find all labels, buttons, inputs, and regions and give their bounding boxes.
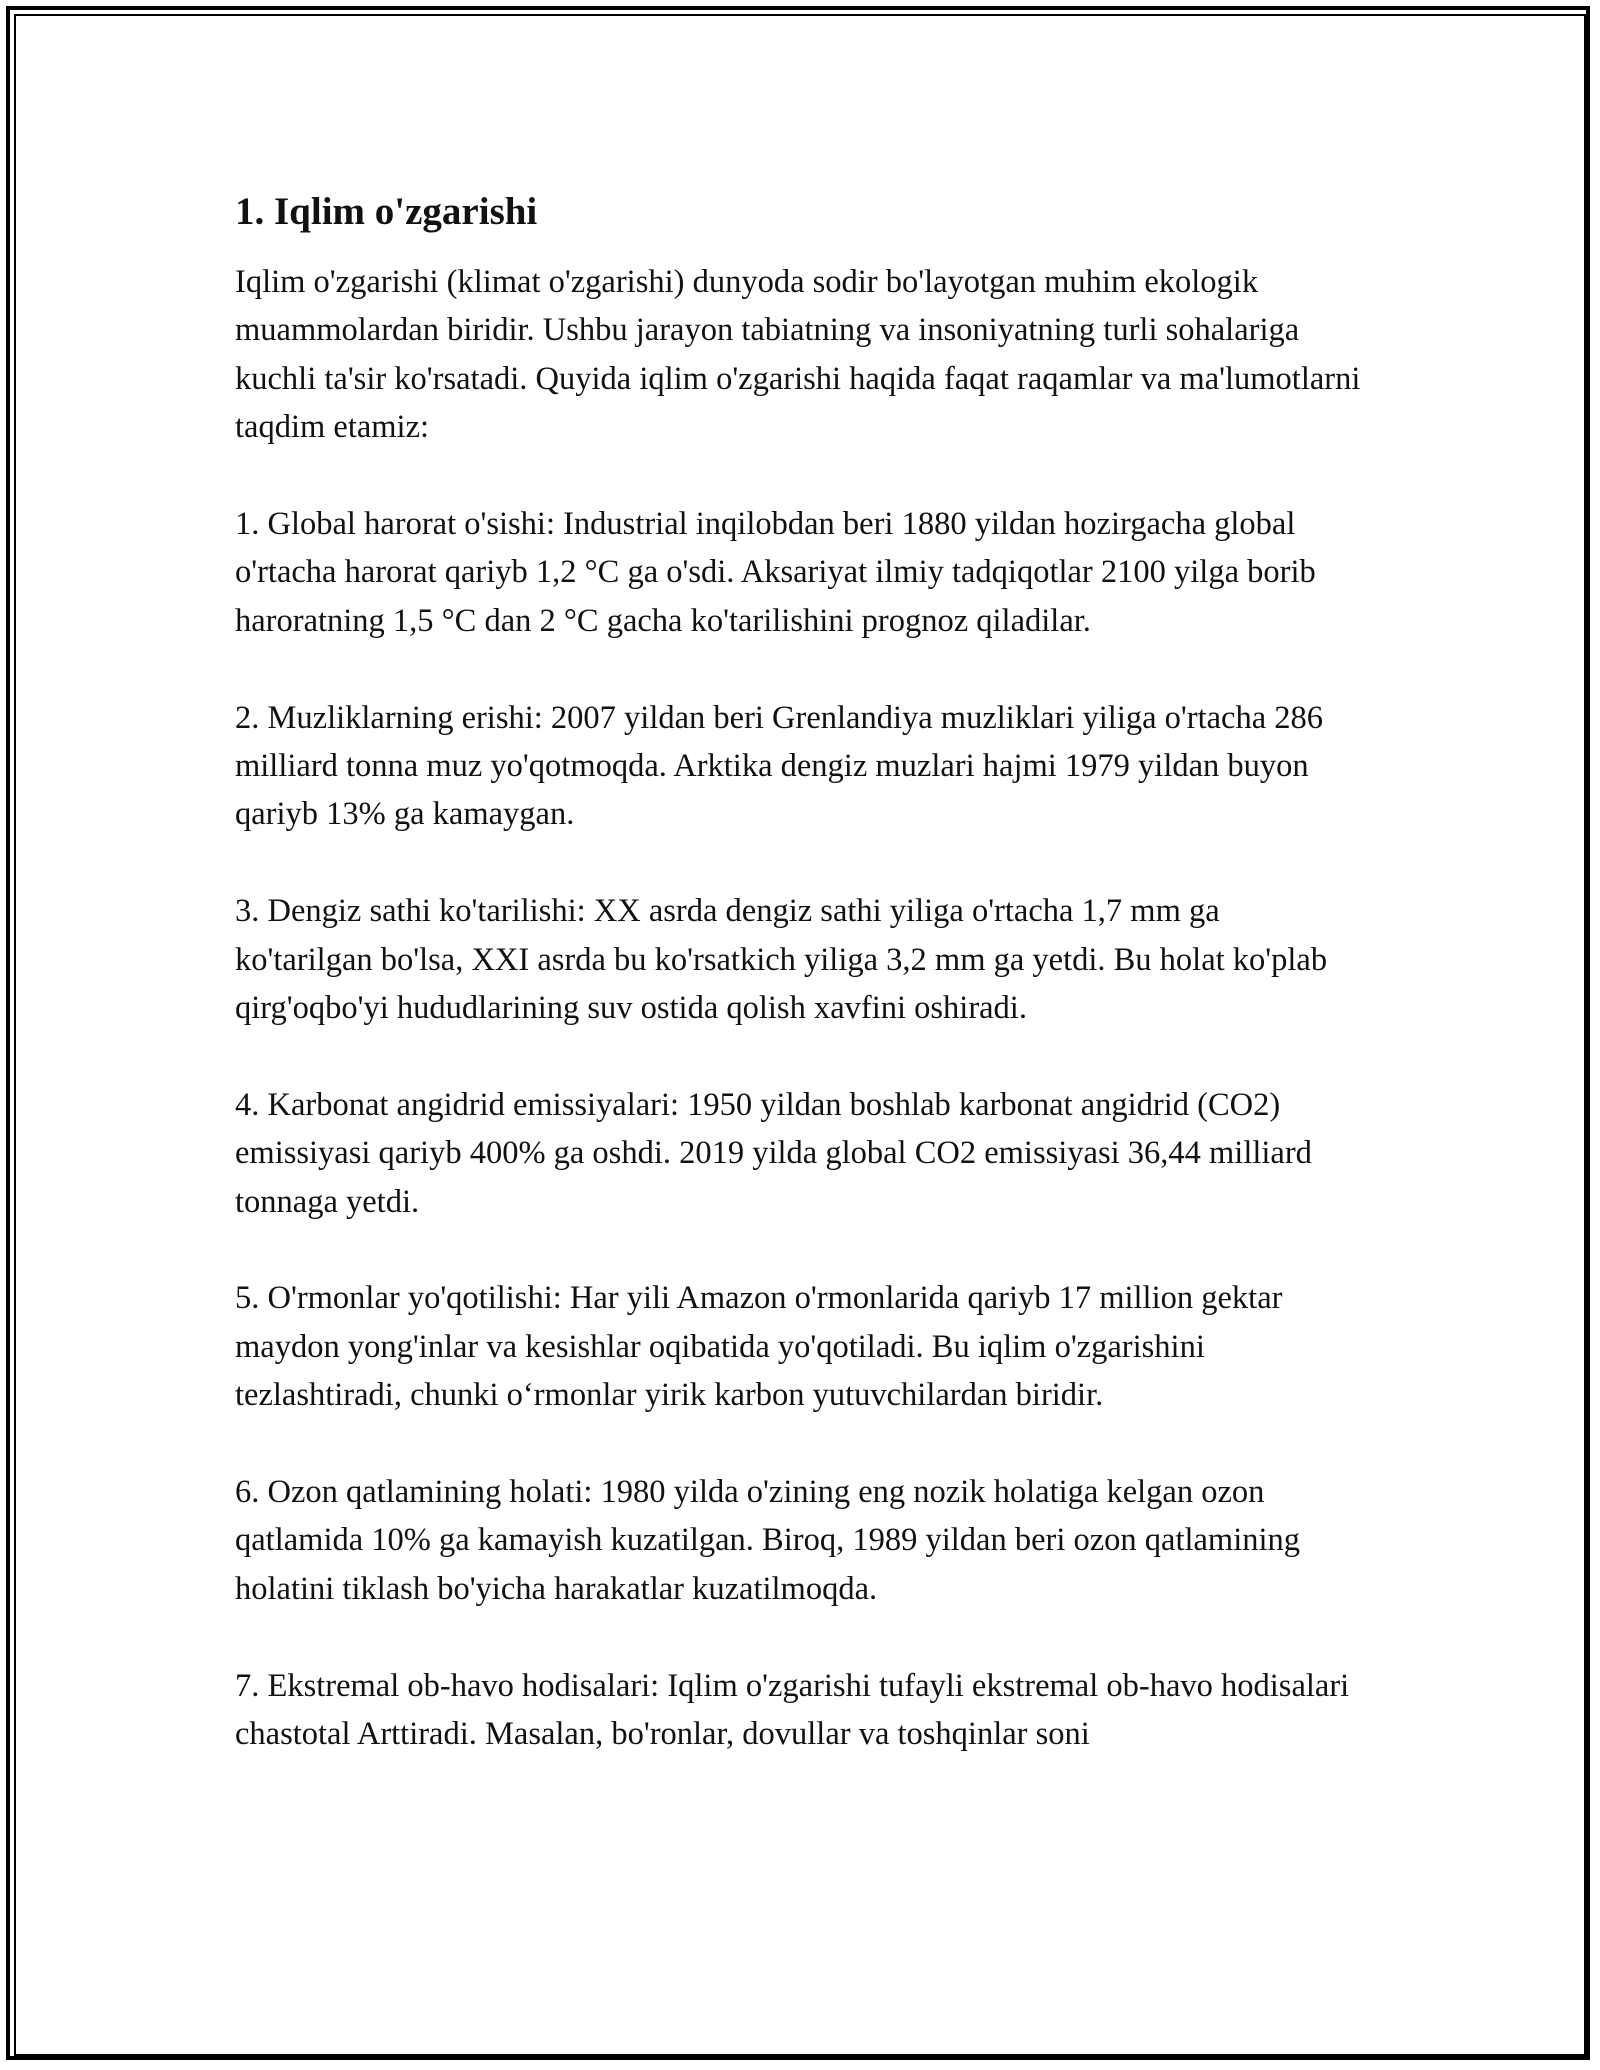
list-item-ozone-layer: 6. Ozon qatlamining holati: 1980 yilda o'zining eng nozik holatiga kelgan ozon qatlamida 10% ga kamayish kuzatilgan. Biroq, 1989 yildan beri ozon qatlamining holatini tiklash bo'yicha harakatlar kuzatilmoqda. xyxy=(235,1474,1301,1607)
list-item-deforestation: 5. O'rmonlar yo'qotilishi: Har yili Amazon o'rmonlarida qariyb 17 million gektar maydon yong'inlar va kesishlar oqibatida yo'qotiladi. Bu iqlim o'zgarishini tezlashtiradi, chunki o‘rmonlar yirik karbon yutuvchilardan biridir. xyxy=(235,1280,1283,1414)
list-item-extreme-weather: 7. Ekstremal ob-havo hodisalari: Iqlim o'zgarishi tufayli ekstremal ob-havo hodisalari chastotal Arttiradi. Masalan, bo'ronlar, dovullar va toshqinlar soni xyxy=(235,1667,1350,1753)
list-item-glacier-melting: 2. Muzliklarning erishi: 2007 yildan beri Grenlandiya muzliklari yiliga o'rtacha 286 milliard tonna muz yo'qotmoqda. Arktika dengiz muzlari hajmi 1979 yildan buyon qariyb 13% ga kamaygan. xyxy=(235,699,1324,833)
list-item-co2-emissions: 4. Karbonat angidrid emissiyalari: 1950 yildan boshlab karbonat angidrid (CO2) emissiyasi qariyb 400% ga oshdi. 2019 yilda global CO2 emissiyasi 36,44 milliard tonnaga yetdi. xyxy=(235,1086,1312,1220)
section-title: 1. Iqlim o'zgarishi xyxy=(235,190,538,233)
list-item-sea-level-rise: 3. Dengiz sathi ko'tarilishi: XX asrda dengiz sathi yiliga o'rtacha 1,7 mm ga ko'tarilgan bo'lsa, XXI asrda bu ko'rsatkich yiliga 3,2 mm ga yetdi. Bu holat ko'plab qirg'oqbo'yi hududlarining suv ostida qolish xavfini oshiradi. xyxy=(235,893,1328,1027)
document-body xyxy=(235,186,1365,1758)
intro-paragraph: Iqlim o'zgarishi (klimat o'zgarishi) dunyoda sodir bo'layotgan muhim ekologik muammolardan biridir. Ushbu jarayon tabiatning va insoniyatning turli sohalariga kuchli ta'sir ko'rsatadi. Quyida iqlim o'zgarishi haqida faqat raqamlar va ma'lumotlarni taqdim etamiz: xyxy=(235,264,1361,446)
list-item-global-temperature: 1. Global harorat o'sishi: Industrial inqilobdan beri 1880 yildan hozirgacha global o'rtacha harorat qariyb 1,2 °C ga o'sdi. Aksariyat ilmiy tadqiqotlar 2100 yilga borib haroratning 1,5 °C dan 2 °C gacha ko'tarilishini prognoz qiladilar. xyxy=(235,506,1316,639)
